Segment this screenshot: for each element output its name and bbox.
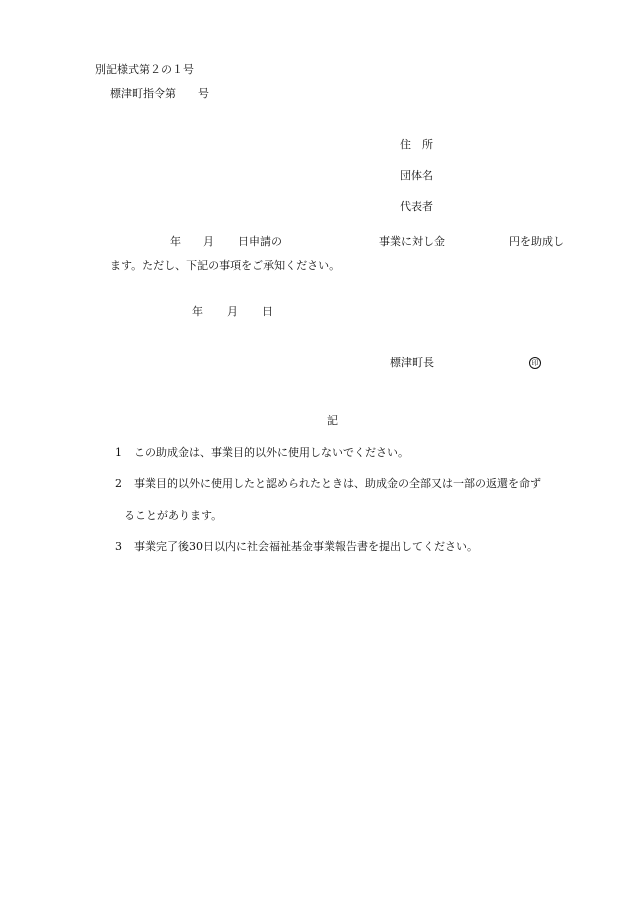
- notes-heading: 記: [327, 414, 338, 427]
- address-label: 住 所: [400, 138, 433, 151]
- note-3-text: 事業完了後30日以内に社会福祉基金事業報告書を提出してください。: [134, 540, 478, 553]
- note-2-continuation: ることがあります。: [124, 509, 223, 522]
- note-3-number: 3: [115, 540, 122, 553]
- body-project: 事業に対し金: [379, 235, 445, 248]
- form-number: 別記様式第２の１号: [95, 63, 194, 76]
- representative-label: 代表者: [400, 200, 433, 213]
- body-day-applied: 日申請の: [238, 235, 282, 248]
- note-1-number: 1: [115, 446, 122, 459]
- body-amount: 円を助成し: [509, 235, 564, 248]
- body-month: 月: [203, 235, 214, 248]
- body-line-2: ます。ただし、下記の事項をご承知ください。: [110, 259, 341, 272]
- note-2-text: 事業目的以外に使用したと認められたときは、助成金の全部又は一部の返還を命ず: [134, 477, 541, 490]
- seal-mark-icon: 印: [529, 357, 541, 369]
- date-day: 日: [262, 305, 273, 318]
- designation-number: 標津町指令第 号: [110, 87, 209, 100]
- note-2-number: 2: [115, 477, 122, 490]
- issuer-title: 標津町長: [390, 356, 434, 369]
- body-year: 年: [170, 235, 181, 248]
- note-1-text: この助成金は、事業目的以外に使用しないでください。: [134, 446, 409, 459]
- organization-label: 団体名: [400, 169, 433, 182]
- date-month: 月: [227, 305, 238, 318]
- date-year: 年: [192, 305, 203, 318]
